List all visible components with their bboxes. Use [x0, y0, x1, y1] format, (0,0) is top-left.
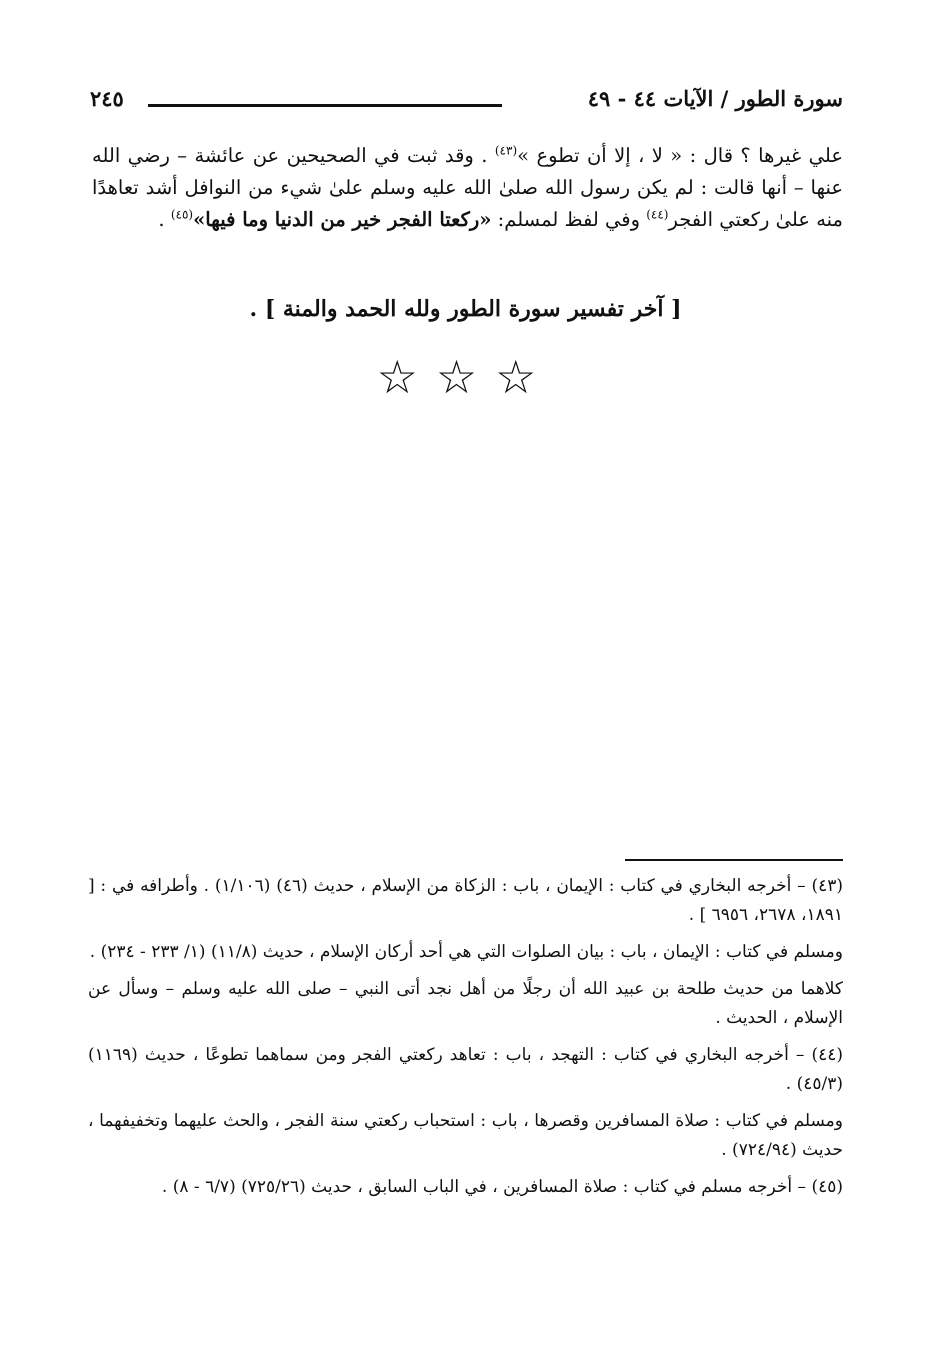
footnote-44-muslim: ومسلم في كتاب : صلاة المسافرين وقصرها ، باب : استحباب ركعتي سنة الفجر ، والحث عليهما وتخفيفهما ، حديث (٧٢٤/٩٤) . — [88, 1111, 843, 1160]
paragraph-text-1: علي غيرها ؟ قال : « لا ، إلا أن تطوع » — [517, 144, 843, 167]
paragraph-text-2: . وقد ثبت في الصحيحين عن عائشة – رضي الله عنها – أنها قالت : لم يكن رسول الله صلىٰ الله عليه وسلم علىٰ شيء من النوافل أشد تعاهدًا منه علىٰ ركعتي الفجر — [92, 144, 843, 231]
hadith-quote: «ركعتا الفجر خير من الدنيا وما فيها» — [193, 208, 492, 231]
footnote-45: (٤٥) – أخرجه مسلم في كتاب : صلاة المسافرين ، في الباب السابق ، حديث (٧٢٥/٢٦) (٦/٧ - ٨) . — [161, 1177, 843, 1197]
running-header-title: سورة الطور / الآيات ٤٤ - ٤٩ — [587, 86, 843, 111]
header-rule — [148, 104, 502, 107]
stars-ornament: ☆☆☆ — [376, 350, 555, 404]
footnote-43-muslim: ومسلم في كتاب : الإيمان ، باب : بيان الصلوات التي هي أحد أركان الإسلام ، حديث (١١/٨) (١/ ٢٣٣ - ٢٣٤) . — [89, 942, 843, 962]
page-number: ٢٤٥ — [90, 86, 124, 111]
footnote-ref-45[interactable]: (٤٥) — [170, 207, 194, 222]
footnote-ref-44[interactable]: (٤٤) — [646, 207, 669, 222]
main-paragraph — [92, 140, 843, 236]
footnote-43-note: كلاهما من حديث طلحة بن عبيد الله أن رجلًا من أهل نجد أتى النبي – صلى الله عليه وسلم – وسأل عن الإسلام ، الحديث . — [88, 979, 843, 1028]
footnote-43: (٤٣) – أخرجه البخاري في كتاب : الإيمان ، باب : الزكاة من الإسلام ، حديث (٤٦) (١/١٠٦) . وأطرافه في : [ ١٨٩١، ٢٦٧٨، ٦٩٥٦ ] . — [88, 876, 843, 925]
paragraph-text-3: وفي لفظ لمسلم: — [491, 208, 647, 231]
surah-closing-line: [ آخر تفسير سورة الطور ولله الحمد والمنة ] . — [249, 296, 682, 322]
paragraph-end: . — [158, 208, 171, 231]
footnote-44: (٤٤) – أخرجه البخاري في كتاب : التهجد ، باب : تعاهد ركعتي الفجر ومن سماهما تطوعًا ، حديث (١١٦٩) (٤٥/٣) . — [88, 1045, 843, 1094]
footnote-separator — [625, 859, 843, 861]
footnote-ref-43[interactable]: (٤٣) — [494, 143, 518, 158]
footnotes-section — [88, 872, 843, 1210]
